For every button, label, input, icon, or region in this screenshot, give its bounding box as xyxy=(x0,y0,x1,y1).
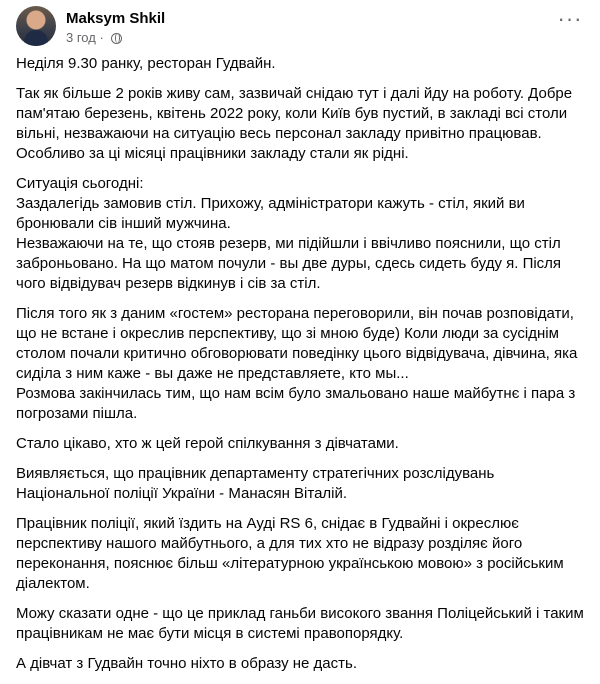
paragraph: Так як більше 2 років живу сам, зазвичай снідаю тут і далі йду на роботу. Добре пам'ятаю березень, квітень 2022 року, коли Київ був пустий, в закладі всі столи вільні, незважаючи на ситуацію весь персонал закладу привітно працював. Особливо за ці місяці працівники закладу стали як рідні. xyxy=(16,85,573,162)
more-options-icon[interactable]: ··· xyxy=(557,6,583,31)
paragraph: Розмова закінчилась тим, що нам всім було змальовано наше майбутнє і пара з погрозами пішла. xyxy=(16,385,576,422)
paragraph: Стало цікаво, хто ж цей герой спілкування з дівчатами. xyxy=(16,435,399,452)
post-header xyxy=(16,6,586,46)
post-body xyxy=(16,54,588,684)
paragraph: Працівник поліції, який їздить на Ауді RS 6, снідає в Гудвайні і окреслює перспективу нашого майбутнього, а для тих хто не відразу розділяє його переконання, пояснює більш «літературною українською мовою» з російським діалектом. xyxy=(16,515,564,592)
paragraph: Можу сказати одне - що це приклад ганьби високого звання Поліцейський і таким працівникам не має бути місця в системі правопорядку. xyxy=(16,605,584,642)
author-name[interactable]: Maksym Shkil xyxy=(66,10,166,27)
paragraph: Заздалегідь замовив стіл. Прихожу, адміністратори кажуть - стіл, який ви бронювали сів інший мужчина. xyxy=(16,195,525,232)
post-meta xyxy=(66,30,122,45)
paragraph: А дівчат з Гудвайн точно ніхто в образу не дасть. xyxy=(16,655,357,672)
meta-separator: · xyxy=(99,30,104,45)
paragraph: Ситуація сьогодні: xyxy=(16,175,144,192)
post-time[interactable]: 3 год xyxy=(66,30,96,45)
paragraph: Виявляється, що працівник департаменту стратегічних розслідувань Національної поліції України - Манасян Віталій. xyxy=(16,465,495,502)
paragraph: Неділя 9.30 ранку, ресторан Гудвайн. xyxy=(16,55,276,72)
author-avatar[interactable] xyxy=(16,6,56,46)
paragraph: Після того як з даним «гостем» ресторана переговорили, він почав розповідати, що не встане і окреслив перспективу, що зі мною буде) Коли люди за сусіднім столом почали критично обговорювати поведінку цього відвідувача, дівчина, яка сиділа з ним каже - вы даже не представляете, кто мы... xyxy=(16,305,578,382)
globe-icon[interactable] xyxy=(111,33,122,44)
paragraph: Незважаючи на те, що стояв резерв, ми підійшли і ввічливо пояснили, що стіл заброньовано. На що матом почули - вы две дуры, сдесь сидеть буду я. Після чого відвідувач резерв відкинув і сів за стіл. xyxy=(16,235,562,292)
